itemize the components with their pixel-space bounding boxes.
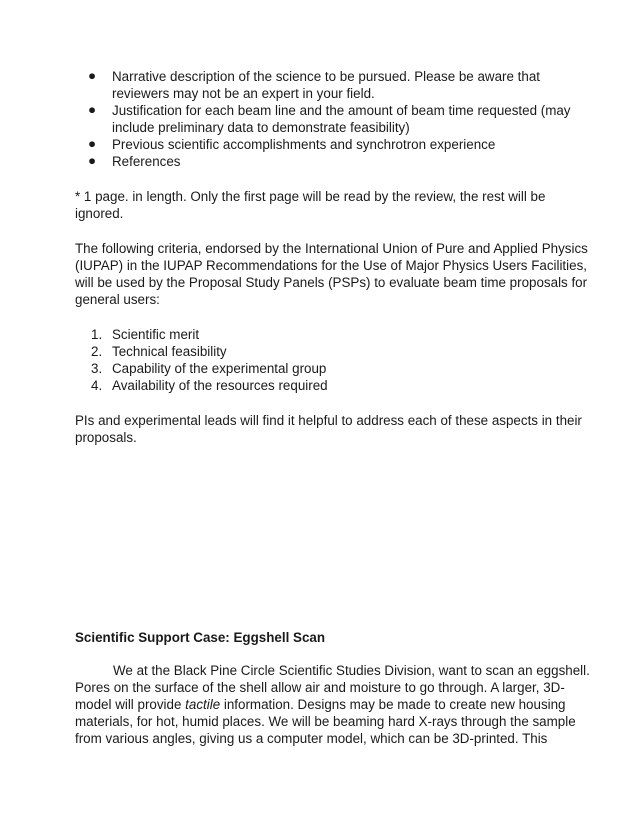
list-item-text: Justification for each beam line and the amount of beam time requested (may [112, 103, 571, 118]
list-item-text: References [112, 154, 181, 169]
list-item [75, 343, 575, 360]
criteria-intro: The following criteria, endorsed by the International Union of Pure and Applied Physics (IUPAP) in the IUPAP Recommendations for the Use of Major Physics Users Facilities, will be used by the Proposal Study Panels (PSPs) to evaluate beam time proposals for general users: [75, 241, 588, 307]
list-item [75, 153, 575, 170]
page-length-note: * 1 page. in length. Only the first page will be read by the review, the rest will be ignored. [75, 189, 546, 221]
list-number: 4. [91, 378, 103, 393]
requirements-list [75, 68, 575, 170]
list-item-text: Previous scientific accomplishments and synchrotron experience [112, 137, 496, 152]
criterion-label: Availability of the resources required [112, 378, 328, 393]
list-item [75, 68, 575, 102]
list-item-text: Narrative description of the science to be pursued. Please be aware that [112, 69, 541, 84]
list-item-text: reviewers may not be an expert in your field. [112, 86, 375, 101]
bullet-icon: ● [87, 102, 97, 117]
criteria-list [75, 326, 575, 394]
list-item-text: include preliminary data to demonstrate feasibility) [112, 120, 410, 135]
bullet-icon: ● [87, 136, 97, 151]
case-study-paragraph: We at the Black Pine Circle Scientific Studies Division, want to scan an eggshell. Pores on the surface of the shell allow air and moisture to go through. A larger, 3D- model will provide tactile information. Designs may be made to create new housing materials, for hot, humid places. We will be beaming hard X-rays through the sample from various angles, giving us a computer model, which can be 3D-printed. This [75, 663, 590, 746]
case-study-section [75, 629, 590, 747]
criterion-label: Technical feasibility [112, 344, 227, 359]
list-number: 3. [91, 361, 103, 376]
list-item [75, 136, 575, 153]
list-item [75, 360, 575, 377]
document-page [75, 68, 588, 446]
list-item [75, 377, 575, 394]
bullet-icon: ● [87, 68, 97, 83]
list-number: 2. [91, 344, 103, 359]
emphasis-text: tactile [185, 697, 221, 712]
list-item [75, 102, 575, 136]
criterion-label: Scientific merit [112, 327, 200, 342]
section-heading: Scientific Support Case: Eggshell Scan [75, 630, 326, 645]
list-number: 1. [91, 327, 103, 342]
bullet-icon: ● [87, 153, 97, 168]
closing-paragraph: PIs and experimental leads will find it helpful to address each of these aspects in their proposals. [75, 413, 582, 445]
criterion-label: Capability of the experimental group [112, 361, 327, 376]
list-item [75, 326, 575, 343]
